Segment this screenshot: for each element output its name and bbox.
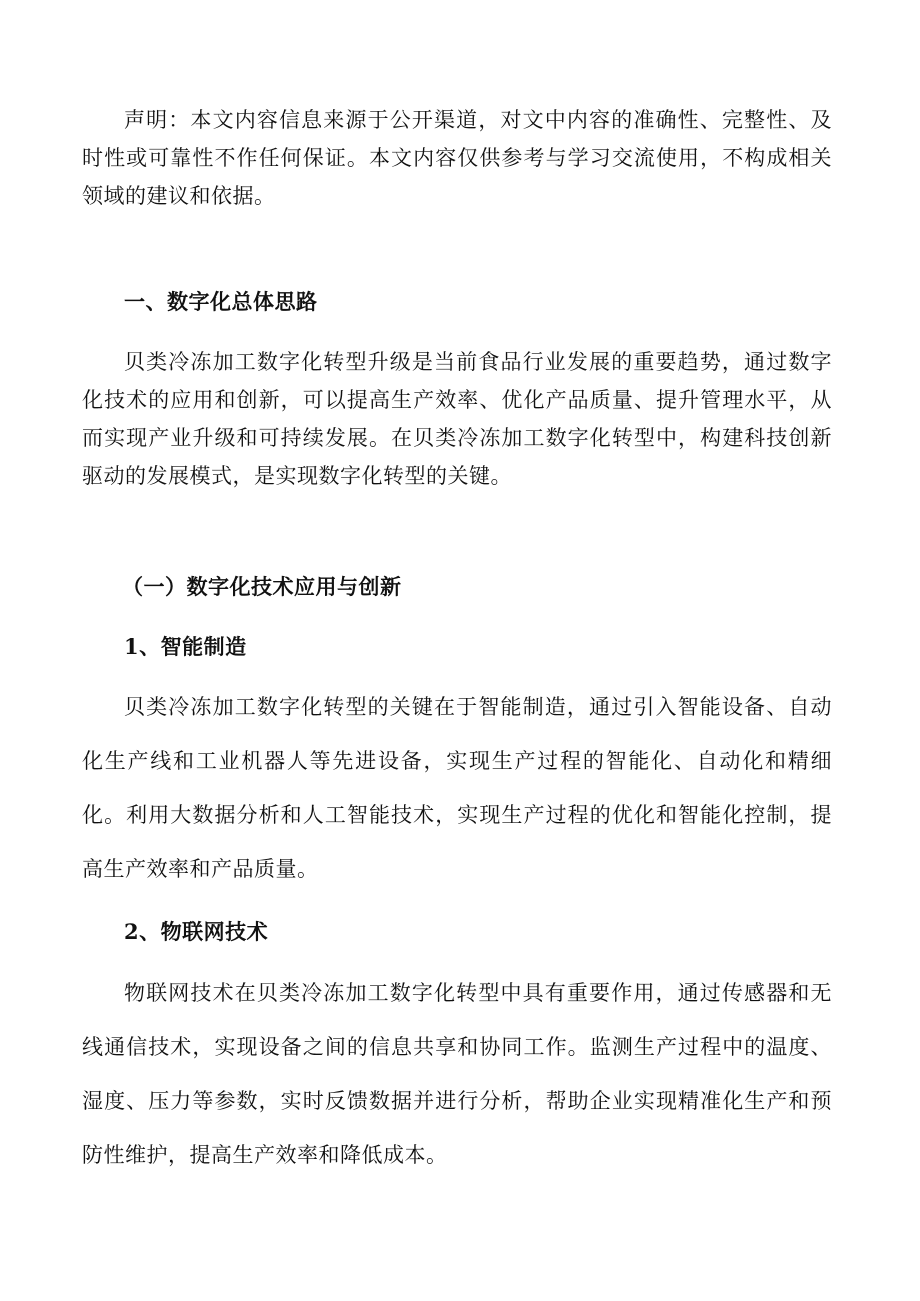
item-paragraph-smart-manufacturing: 贝类冷冻加工数字化转型的关键在于智能制造，通过引入智能设备、自动化生产线和工业机器人等先进设备，实现生产过程的智能化、自动化和精细化。利用大数据分析和人工智能技术，实现生产过程的优化和智能化控制，提高生产效率和产品质量。	[82, 695, 832, 881]
section-heading: 一、数字化总体思路	[124, 290, 318, 314]
item-paragraph-iot: 物联网技术在贝类冷冻加工数字化转型中具有重要作用，通过传感器和无线通信技术，实现设备之间的信息共享和协同工作。监测生产过程中的温度、湿度、压力等参数，实时反馈数据并进行分析，帮助企业实现精准化生产和预防性维护，提高生产效率和降低成本。	[82, 981, 832, 1167]
section-intro-paragraph: 贝类冷冻加工数字化转型升级是当前食品行业发展的重要趋势，通过数字化技术的应用和创新，可以提高生产效率、优化产品质量、提升管理水平，从而实现产业升级和可持续发展。在贝类冷冻加工数字化转型中，构建科技创新驱动的发展模式，是实现数字化转型的关键。	[82, 350, 832, 488]
item-heading-iot: 2、物联网技术	[124, 919, 269, 944]
subsection-heading: （一）数字化技术应用与创新	[122, 574, 402, 599]
disclaimer-paragraph: 声明：本文内容信息来源于公开渠道，对文中内容的准确性、完整性、及时性或可靠性不作任何保证。本文内容仅供参考与学习交流使用，不构成相关领域的建议和依据。	[82, 108, 832, 208]
item-heading-smart-manufacturing: 1、智能制造	[124, 634, 247, 659]
